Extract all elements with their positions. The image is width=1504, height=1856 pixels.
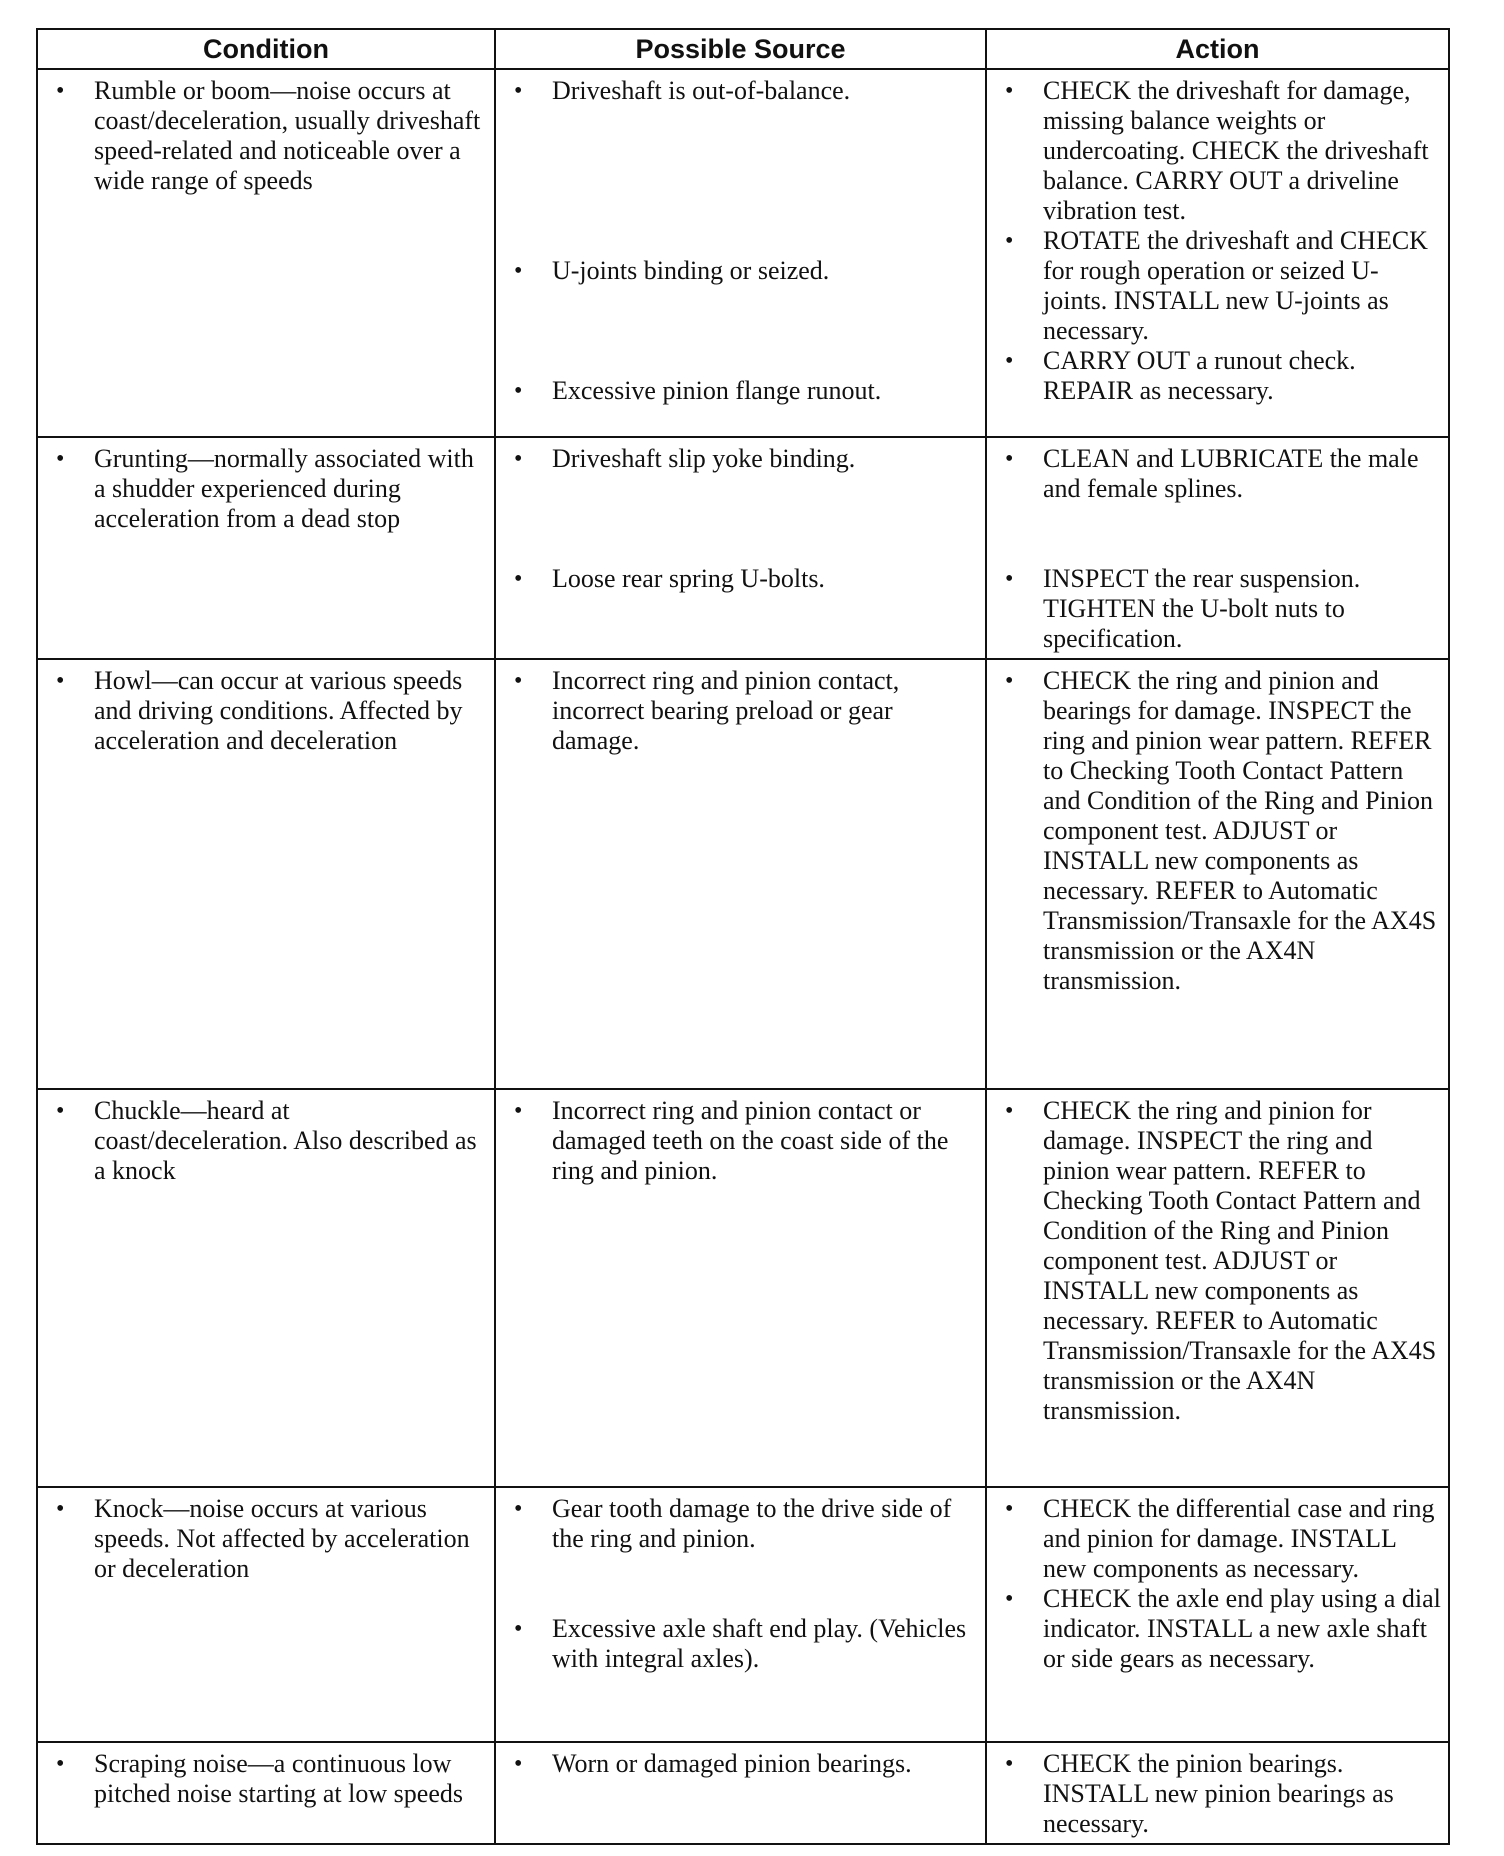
table-row [37,437,1449,659]
source-cell [495,1742,986,1844]
action-text: • CLEAN and LUBRICATE the male and female splines. [997,444,1442,564]
source-cell [495,659,986,1089]
header-possible-source: Possible Source [495,29,986,69]
action-text: • CHECK the pinion bearings. INSTALL new pinion bearings as necessary. [997,1749,1442,1839]
source-text: • Gear tooth damage to the drive side of the ring and pinion. [506,1494,979,1614]
diagnosis-table [36,28,1450,1845]
condition-cell [37,69,495,437]
header-row [37,29,1449,69]
action-cell [986,1089,1449,1487]
source-text: • Driveshaft is out-of-balance. [506,76,979,256]
action-text: • ROTATE the driveshaft and CHECK for rough operation or seized U-joints. INSTALL new U-joints as necessary. [997,226,1442,346]
source-text: • Incorrect ring and pinion contact, incorrect bearing preload or gear damage. [506,666,979,756]
condition-cell [37,1487,495,1742]
condition-cell [37,659,495,1089]
action-cell [986,437,1449,659]
action-text: • CHECK the ring and pinion for damage. INSPECT the ring and pinion wear pattern. REFER to Checking Tooth Contact Pattern and Condition of the Ring and Pinion component test. ADJUST or INSTALL new components as necessary. REFER to Automatic Transmission/Transaxle for the AX4S transmission or the AX4N transmission. [997,1096,1442,1426]
action-text: • CARRY OUT a runout check. REPAIR as necessary. [997,346,1442,406]
action-cell [986,69,1449,437]
source-text: • Excessive axle shaft end play. (Vehicles with integral axles). [506,1614,979,1674]
condition-cell [37,1089,495,1487]
header-condition: Condition [37,29,495,69]
source-text: • Excessive pinion flange runout. [506,376,979,406]
source-cell [495,1089,986,1487]
condition-text: • Grunting—normally associated with a shudder experienced during acceleration from a dead stop [48,444,488,534]
condition-text: • Rumble or boom—noise occurs at coast/deceleration, usually driveshaft speed-related and noticeable over a wide range of speeds [48,76,488,196]
action-text: • CHECK the differential case and ring and pinion for damage. INSTALL new components as necessary. [997,1494,1442,1584]
action-text: • CHECK the driveshaft for damage, missing balance weights or undercoating. CHECK the driveshaft balance. CARRY OUT a driveline vibration test. [997,76,1442,226]
table-row [37,1089,1449,1487]
source-text: • Worn or damaged pinion bearings. [506,1749,979,1779]
condition-cell [37,437,495,659]
condition-text: • Scraping noise—a continuous low pitched noise starting at low speeds [48,1749,488,1809]
table-row [37,69,1449,437]
source-text: • Driveshaft slip yoke binding. [506,444,979,564]
action-cell [986,659,1449,1089]
action-cell [986,1742,1449,1844]
condition-cell [37,1742,495,1844]
action-text: • INSPECT the rear suspension. TIGHTEN the U-bolt nuts to specification. [997,564,1442,654]
table-row [37,1742,1449,1844]
source-text: • Incorrect ring and pinion contact or damaged teeth on the coast side of the ring and pinion. [506,1096,979,1186]
source-text: • U-joints binding or seized. [506,256,979,376]
diagnosis-table-container [36,28,1448,1836]
condition-text: • Howl—can occur at various speeds and driving conditions. Affected by acceleration and deceleration [48,666,488,756]
condition-text: • Knock—noise occurs at various speeds. Not affected by acceleration or deceleration [48,1494,488,1584]
source-text: • Loose rear spring U-bolts. [506,564,979,594]
action-text: • CHECK the axle end play using a dial indicator. INSTALL a new axle shaft or side gears as necessary. [997,1584,1442,1674]
header-action: Action [986,29,1449,69]
action-cell [986,1487,1449,1742]
table-row [37,659,1449,1089]
condition-text: • Chuckle—heard at coast/deceleration. Also described as a knock [48,1096,488,1186]
source-cell [495,1487,986,1742]
action-text: • CHECK the ring and pinion and bearings for damage. INSPECT the ring and pinion wear pattern. REFER to Checking Tooth Contact Pattern and Condition of the Ring and Pinion component test. ADJUST or INSTALL new components as necessary. REFER to Automatic Transmission/Transaxle for the AX4S transmission or the AX4N transmission. [997,666,1442,996]
source-cell [495,437,986,659]
source-cell [495,69,986,437]
table-row [37,1487,1449,1742]
